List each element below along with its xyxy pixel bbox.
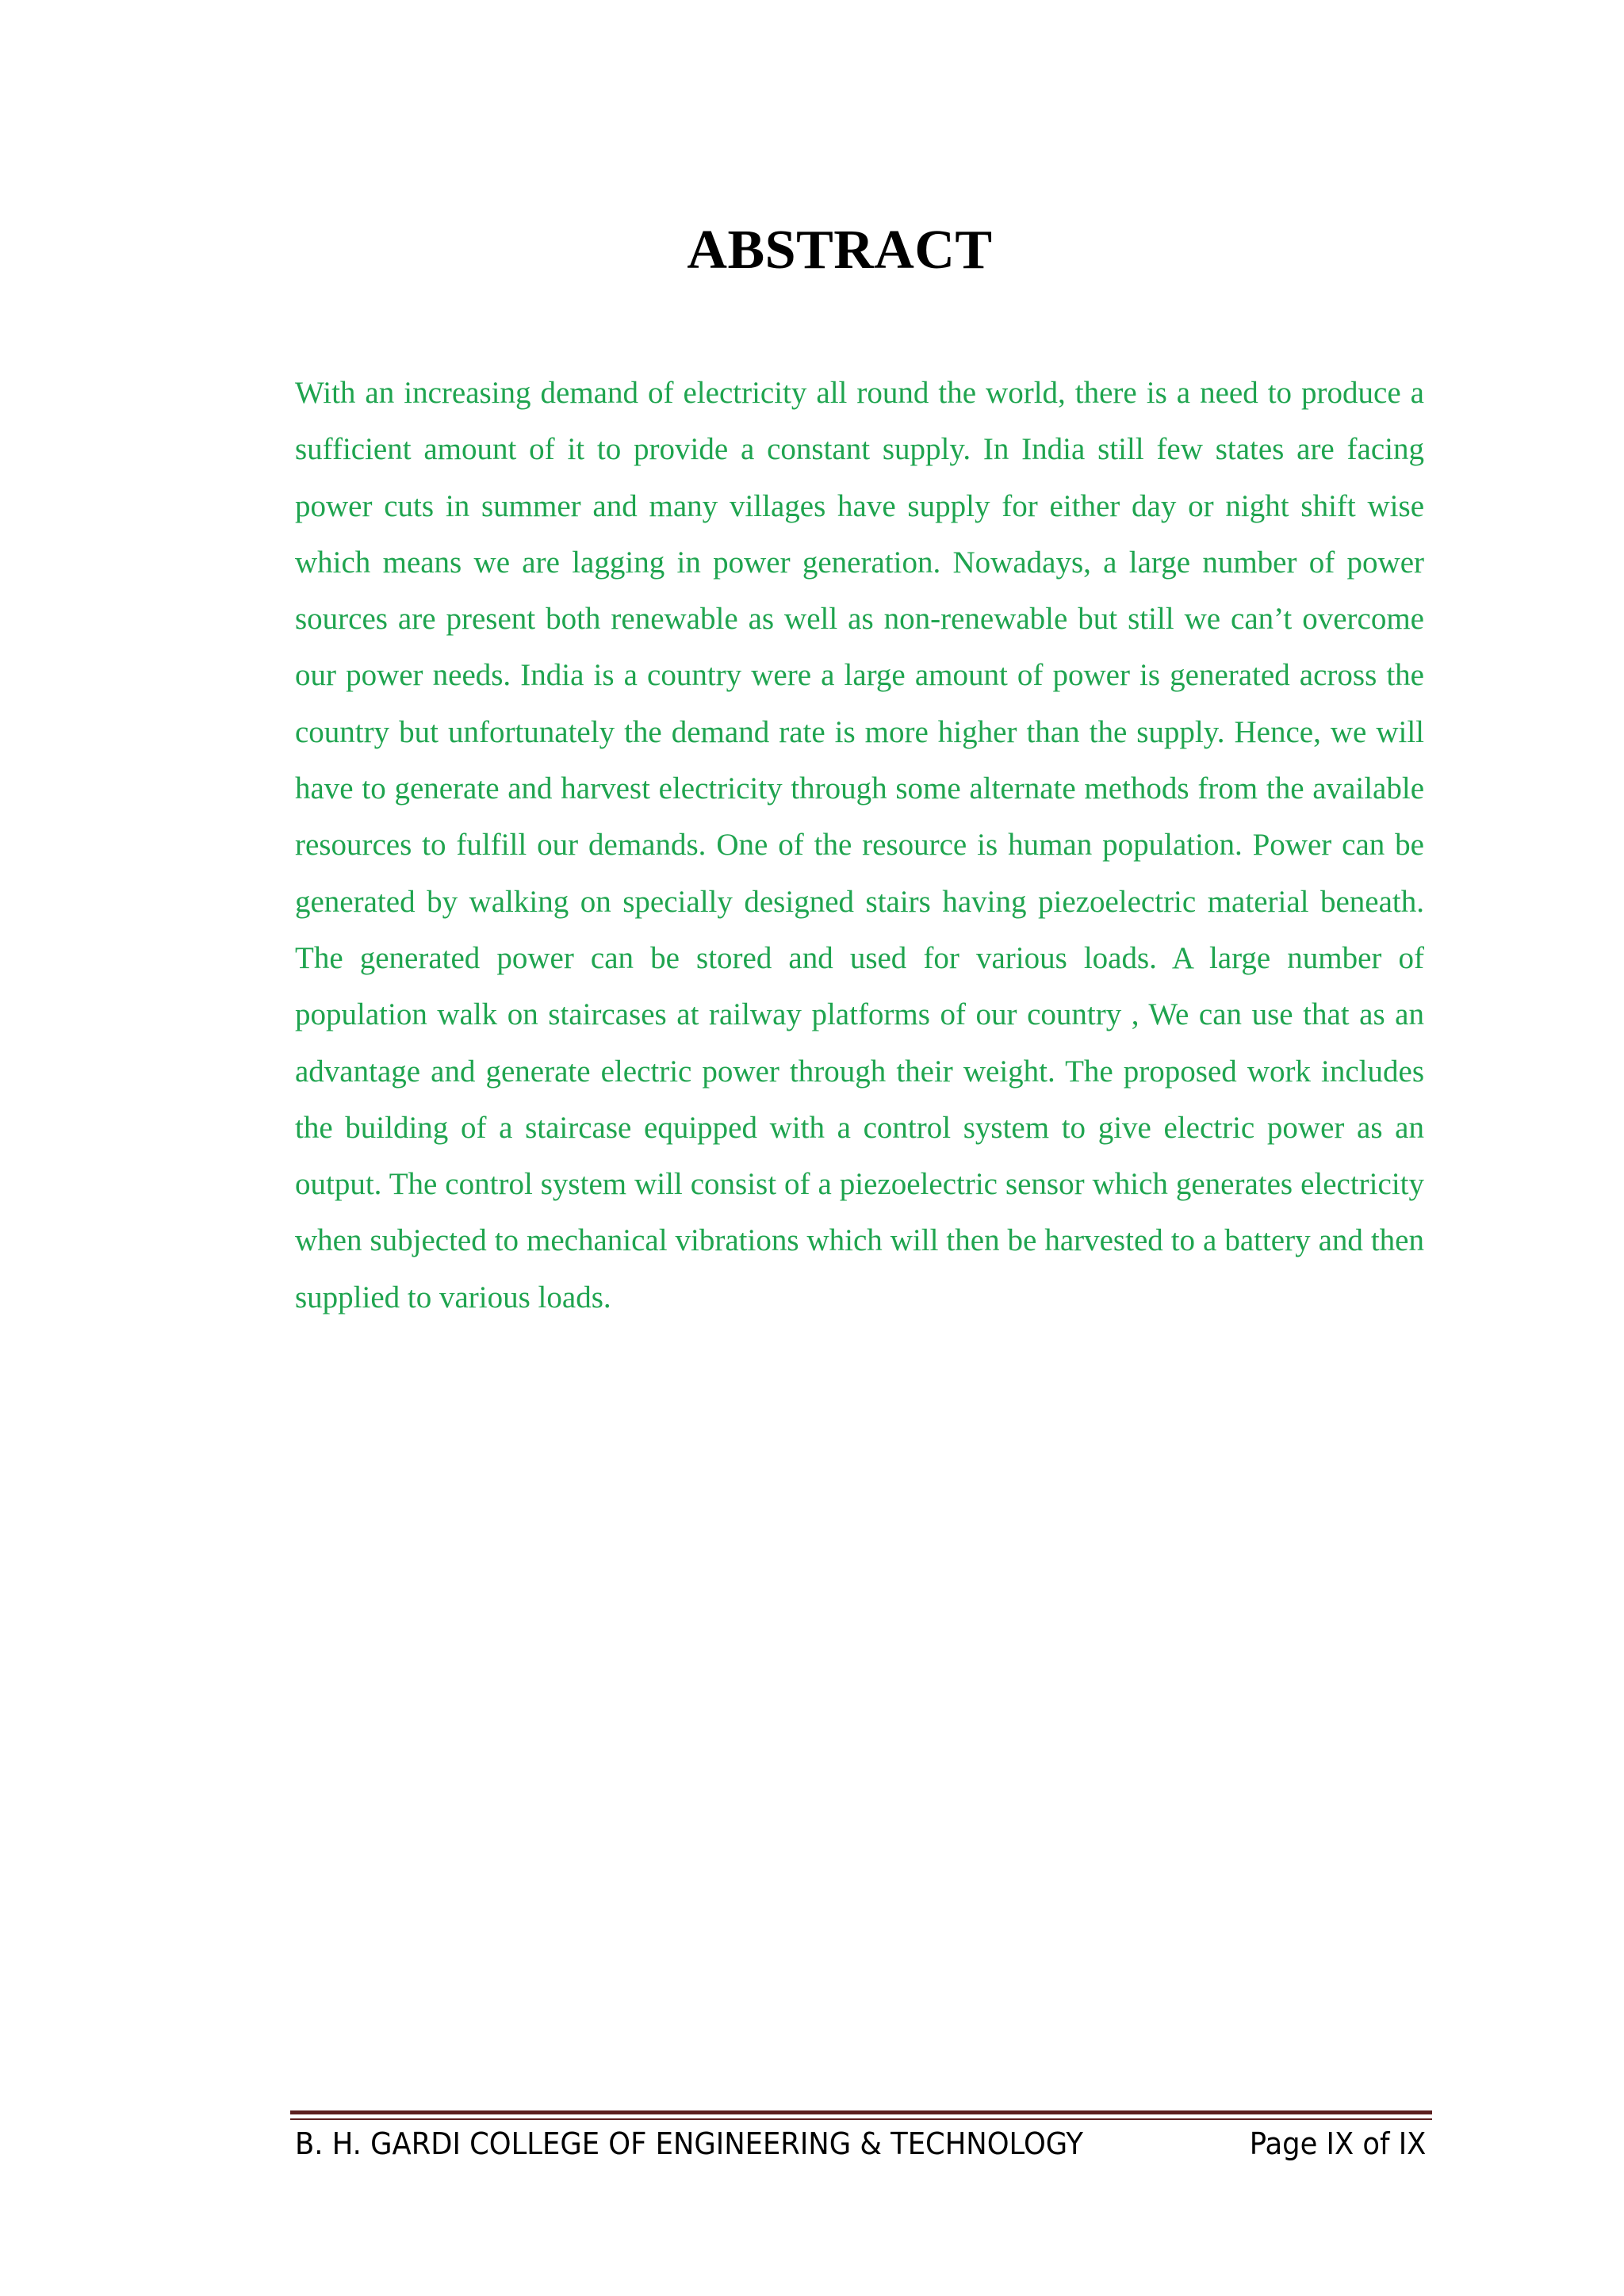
- footer-divider: [290, 2110, 1432, 2120]
- abstract-paragraph: With an increasing demand of electricity all round the world, there is a need to produce a sufficient amount of it to provide a constant supply. In India still few states are facing power cuts in summer and many villages have supply for either day or night shift wise which means we are lagging in power generation. Nowadays, a large number of power sources are present both renewable as well as non-renewable but still we can’t overcome our power needs. India is a country were a large amount of power is generated across the country but unfortunately the demand rate is more higher than the supply. Hence, we will have to generate and harvest electricity through some alternate methods from the available resources to fulfill our demands. One of the resource is human population. Power can be generated by walking on specially designed stairs having piezoelectric material beneath. The generated power can be stored and used for various loads. A large number of population walk on staircases at railway platforms of our country , We can use that as an advantage and generate electric power through their weight. The proposed work includes the building of a staircase equipped with a control system to give electric power as an output. The control system will consist of a piezoelectric sensor which generates electricity when subjected to mechanical vibrations which will then be harvested to a battery and then supplied to various loads.: [295, 376, 1424, 1314]
- footer-page-number: Page IX of IX: [1249, 2126, 1426, 2161]
- page-title: ABSTRACT: [687, 220, 993, 281]
- footer-institution: B. H. GARDI COLLEGE OF ENGINEERING & TECHNOLOGY: [295, 2126, 1084, 2161]
